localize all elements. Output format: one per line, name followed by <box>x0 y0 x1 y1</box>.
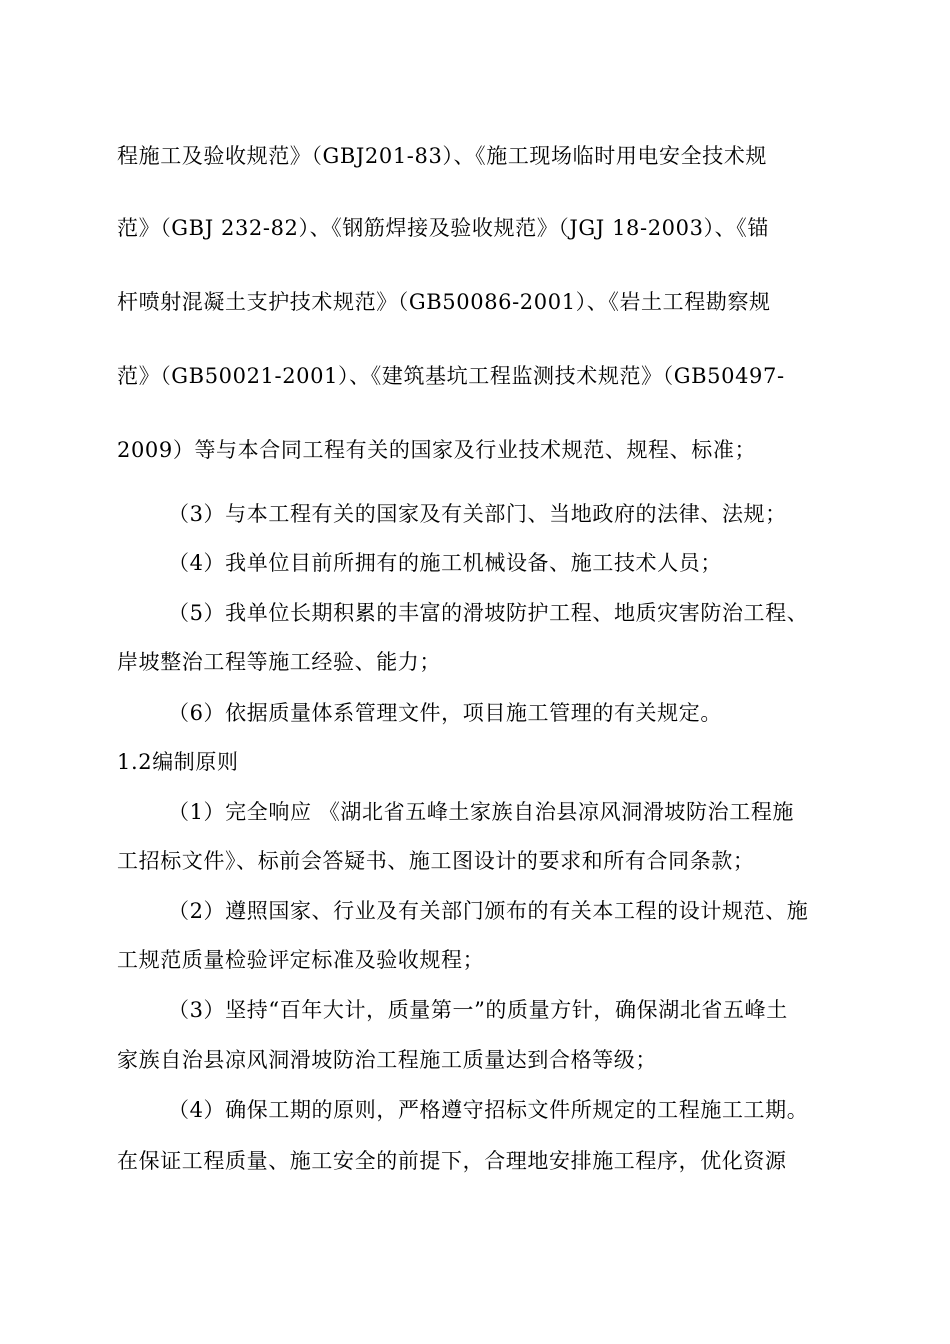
list-item-5: （5）我单位长期积累的丰富的滑坡防护工程、地质灾害防治工程、 <box>168 601 809 625</box>
body-text-line: 在保证工程质量、施工安全的前提下，合理地安排施工程序，优化资源 <box>117 1149 787 1173</box>
principle-item-1: （1）完全响应 《湖北省五峰土家族自治县凉风洞滑坡防治工程施 <box>168 800 795 824</box>
body-text-line: 范》（GB50021-2001）、《建筑基坑工程监测技术规范》（GB50497- <box>117 364 785 388</box>
principle-item-4: （4）确保工期的原则，严格遵守招标文件所规定的工程施工工期。 <box>168 1098 809 1122</box>
section-heading: 1.2编制原则 <box>117 750 239 774</box>
body-text-line: 工招标文件》、标前会答疑书、施工图设计的要求和所有合同条款； <box>117 849 755 873</box>
body-text-line: 岸坡整治工程等施工经验、能力； <box>117 650 441 674</box>
body-text-line: 家族自治县凉风洞滑坡防治工程施工质量达到合格等级； <box>117 1048 657 1072</box>
body-text-line: 范》（GBJ 232-82）、《钢筋焊接及验收规范》（JGJ 18-2003）、《锚 <box>117 216 769 240</box>
body-text-line: 工规范质量检验评定标准及验收规程； <box>117 948 485 972</box>
body-text-line: 程施工及验收规范》（GBJ201-83）、《施工现场临时用电安全技术规 <box>117 144 768 168</box>
list-item-6: （6）依据质量体系管理文件，项目施工管理的有关规定。 <box>168 701 722 725</box>
body-text-line: 杆喷射混凝土支护技术规范》（GB50086-2001）、《岩土工程勘察规 <box>117 290 771 314</box>
body-text-line: 2009）等与本合同工程有关的国家及行业技术规范、规程、标准； <box>117 438 757 462</box>
principle-item-3: （3）坚持“百年大计，质量第一”的质量方针，确保湖北省五峰土 <box>168 998 788 1022</box>
principle-item-2: （2）遵照国家、行业及有关部门颁布的有关本工程的设计规范、施 <box>168 899 809 923</box>
list-item-3: （3）与本工程有关的国家及有关部门、当地政府的法律、法规； <box>168 502 787 526</box>
list-item-4: （4）我单位目前所拥有的施工机械设备、施工技术人员； <box>168 551 722 575</box>
